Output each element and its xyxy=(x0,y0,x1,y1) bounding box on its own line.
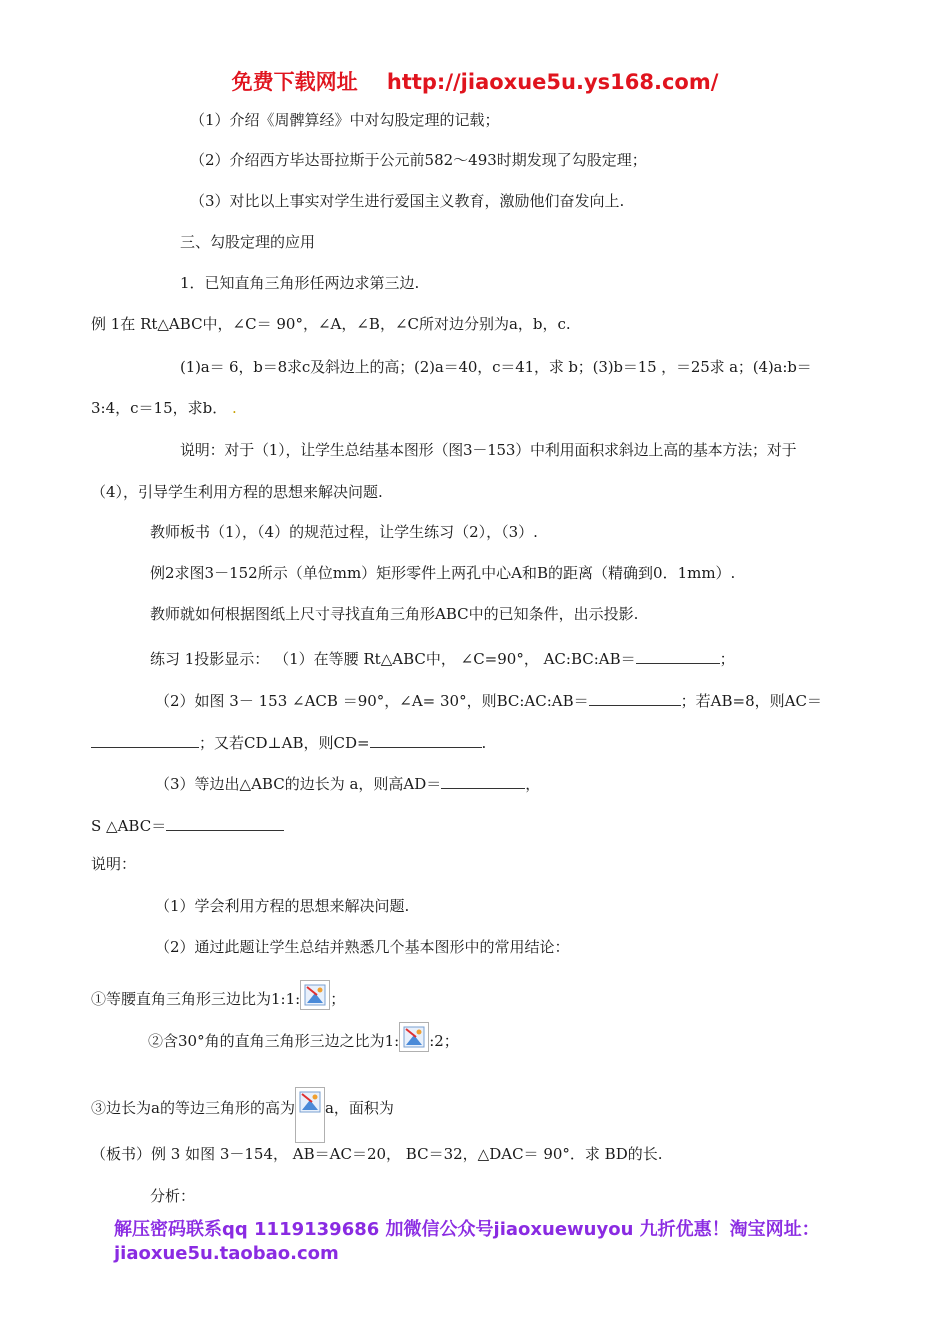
broken-image-icon xyxy=(399,1022,429,1052)
answer-blank-4[interactable] xyxy=(370,731,482,748)
subsection-heading: 1．已知直角三角形任两边求第三边. xyxy=(180,274,420,292)
exercise-1-q3: （3）等边出△ABC的边长为 a，则高AD＝ ， xyxy=(155,772,540,794)
example-1-parts-cont: 3:4，c＝15，求b． . xyxy=(91,399,237,417)
exercise-1-q1: 练习 1投影显示： （1）在等腰 Rt△ABC中， ∠C=90°， AC:BC:AB＝ ； xyxy=(150,647,735,669)
example-2: 例2求图3－152所示（单位mm）矩形零件上两孔中心A和B的距离（精确到0．1mm）. xyxy=(150,564,736,582)
note-item-2: （2）通过此题让学生总结并熟悉几个基本图形中的常用结论： xyxy=(155,938,570,956)
analysis-heading: 分析： xyxy=(150,1187,196,1205)
conclusion-2: ②含30°角的直角三角形三边之比为1: :2； xyxy=(148,1022,459,1052)
answer-blank-3[interactable] xyxy=(91,731,199,748)
exercise-1-q2: （2）如图 3－ 153 ∠ACB ＝90°，∠A= 30°，则BC:AC:AB＝ ；若AB=8，则AC＝ xyxy=(155,689,822,711)
broken-image-icon xyxy=(295,1087,325,1143)
teacher-projection: 教师就如何根据图纸上尺寸寻找直角三角形ABC中的已知条件，出示投影. xyxy=(150,605,639,623)
answer-blank-1[interactable] xyxy=(636,647,720,664)
conclusion-1: ①等腰直角三角形三边比为1:1: ； xyxy=(91,980,345,1010)
text-line-2: （2）介绍西方毕达哥拉斯于公元前582～493时期发现了勾股定理； xyxy=(190,151,647,169)
example-3: （板书）例 3 如图 3－154， AB＝AC＝20， BC＝32，△DAC＝ 90°．求 BD的长. xyxy=(91,1145,663,1163)
text-line-3: （3）对比以上事实对学生进行爱国主义教育，激励他们奋发向上. xyxy=(190,192,625,210)
section-heading: 三、勾股定理的应用 xyxy=(180,233,316,251)
answer-blank-5[interactable] xyxy=(441,772,525,789)
conclusion-3: ③边长为a的等边三角形的高为 a，面积为 xyxy=(91,1087,394,1143)
example-1-parts: (1)a＝ 6，b＝8求c及斜边上的高；(2)a＝40，c＝41，求 b；(3)b＝15 ，＝25求 a；(4)a:b＝ xyxy=(180,358,812,376)
header-url-link[interactable]: http://jiaoxue5u.ys168.com/ xyxy=(386,70,719,94)
exercise-1-q3-area: S △ABC＝ xyxy=(91,814,284,836)
contact-footer: 解压密码联系qq 1119139686 加微信公众号jiaoxuewuyou 九折优惠！淘宝网址：jiaoxue5u.taobao.com xyxy=(114,1219,820,1264)
answer-blank-2[interactable] xyxy=(589,689,681,706)
note-line-2: （4），引导学生利用方程的思想来解决问题. xyxy=(91,483,383,501)
broken-image-icon xyxy=(300,980,330,1010)
example-1: 例 1在 Rt△ABC中，∠C＝ 90°，∠A，∠B，∠C所对边分别为a，b，c. xyxy=(91,315,571,333)
answer-blank-6[interactable] xyxy=(166,814,284,831)
text-line-1: （1）介绍《周髀算经》中对勾股定理的记载； xyxy=(190,111,500,129)
teacher-board: 教师板书（1），（4）的规范过程，让学生练习（2），（3）. xyxy=(150,523,538,541)
exercise-1-q2-cont: ；又若CD⊥AB，则CD= . xyxy=(91,731,486,753)
note-heading: 说明： xyxy=(91,855,137,873)
header-label: 免费下载网址 xyxy=(231,70,358,94)
note-line-1: 说明：对于（1），让学生总结基本图形（图3－153）中利用面积求斜边上高的基本方法；对于 xyxy=(180,441,797,459)
download-header xyxy=(0,66,950,96)
note-item-1: （1）学会利用方程的思想来解决问题. xyxy=(155,897,410,915)
